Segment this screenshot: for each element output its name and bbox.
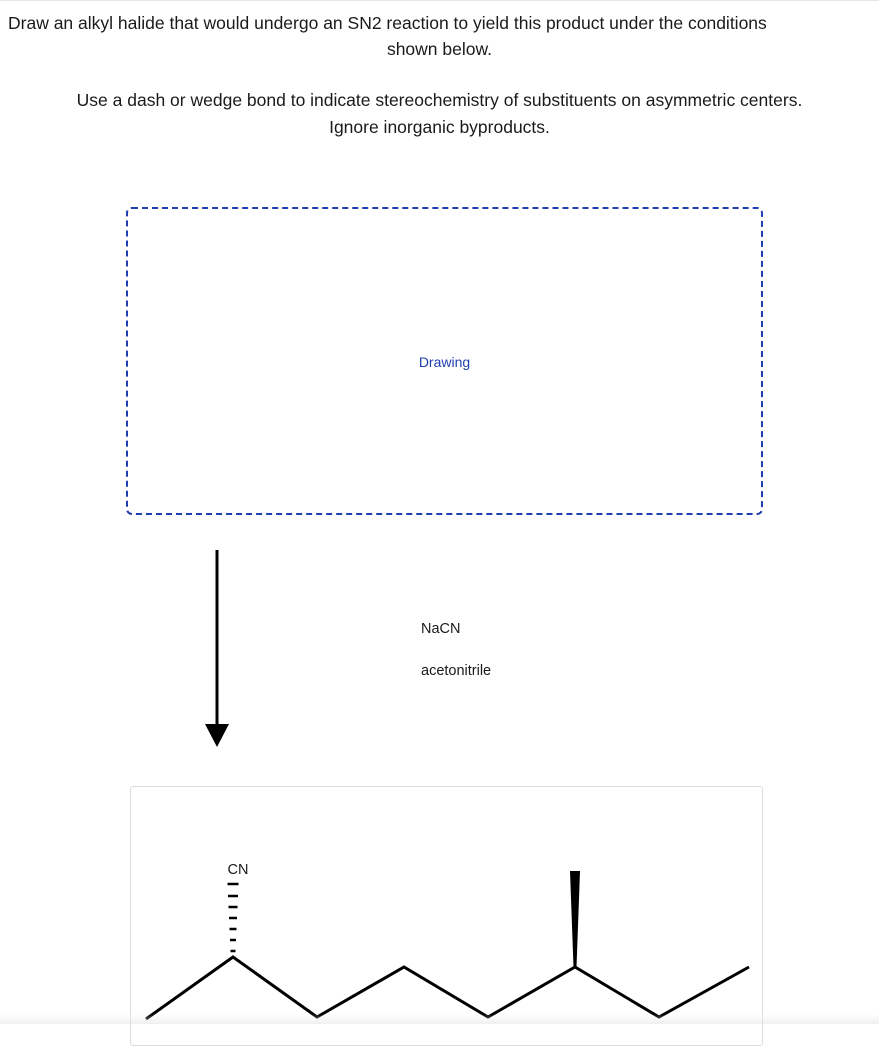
cn-label: CN xyxy=(227,862,249,878)
drawing-area[interactable] xyxy=(126,207,763,515)
question-line-2: shown below. xyxy=(386,39,493,59)
product-structure-panel xyxy=(130,786,763,1046)
product-molecule xyxy=(131,787,763,1046)
reaction-arrow xyxy=(200,548,236,750)
top-divider xyxy=(0,0,879,1)
instruction-text xyxy=(0,87,879,141)
instruction-line-1: Use a dash or wedge bond to indicate stereochemistry of substituents on asymmetric centers. xyxy=(76,90,803,110)
instruction-line-2: Ignore inorganic byproducts. xyxy=(329,117,550,137)
bottom-edge-shadow xyxy=(0,1014,879,1024)
reagent-label: NaCN xyxy=(421,621,461,637)
question-line-1: Draw an alkyl halide that would undergo an SN2 reaction to yield this product under the conditions xyxy=(8,13,767,33)
solvent-label: acetonitrile xyxy=(421,663,492,679)
cn-hashed-bond xyxy=(228,884,239,951)
carbon-chain xyxy=(146,957,749,1019)
arrow-head xyxy=(205,724,229,747)
methyl-wedge-bond xyxy=(570,871,580,967)
drawing-label[interactable]: Drawing xyxy=(418,354,471,370)
